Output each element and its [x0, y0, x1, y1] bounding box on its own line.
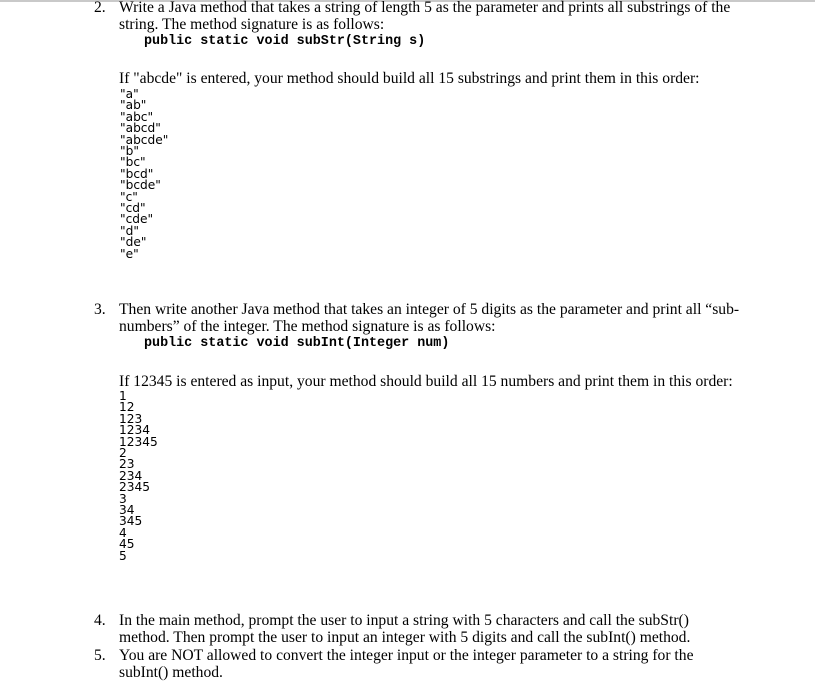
output-line: "cd" — [120, 201, 146, 216]
item-text-line: numbers” of the integer. The method signature is as follows: — [119, 318, 496, 335]
output-list — [119, 391, 158, 562]
output-line: 1 — [119, 389, 127, 403]
item-text-line: You are NOT allowed to convert the integer input or the integer parameter to a string for the — [119, 647, 694, 664]
output-line: "de" — [120, 235, 147, 250]
example-intro: If 12345 is entered as input, your method should build all 15 numbers and print them in this order: — [119, 373, 733, 390]
item-text-line: Write a Java method that takes a string of length 5 as the parameter and prints all substrings of the — [119, 0, 731, 16]
output-line: "abcd" — [120, 121, 161, 136]
output-line: 2 — [119, 446, 127, 461]
item-text-line: In the main method, prompt the user to input a string with 5 characters and call the subStr() — [119, 612, 689, 629]
item-text-line: Then write another Java method that takes an integer of 5 digits as the parameter and print all “sub- — [119, 301, 740, 318]
item-number: 3. — [94, 301, 106, 318]
item-number: 4. — [94, 612, 106, 629]
output-line: "d" — [120, 223, 139, 238]
output-line: 123 — [119, 411, 143, 426]
output-line: 23 — [119, 457, 135, 472]
method-signature: public static void subStr(String s) — [144, 34, 426, 49]
output-line: "c" — [120, 189, 138, 204]
item-text-line: string. The method signature is as follows: — [119, 16, 385, 33]
output-line: "bcd" — [120, 166, 154, 181]
output-line: 1234 — [119, 423, 151, 438]
item-text-line: subInt() method. — [119, 664, 223, 681]
example-intro: If "abcde" is entered, your method should build all 15 substrings and print them in this order: — [119, 70, 700, 87]
output-line: 2345 — [119, 480, 151, 495]
output-line: 3 — [119, 491, 127, 506]
output-line: 4 — [119, 525, 127, 540]
output-line: 12345 — [119, 434, 158, 449]
output-line: 34 — [119, 503, 135, 518]
output-line: "bc" — [120, 155, 146, 170]
output-line: 345 — [119, 514, 143, 529]
output-line: 234 — [119, 468, 143, 483]
item-text-line: method. Then prompt the user to input an integer with 5 digits and call the subInt() method. — [119, 629, 691, 646]
item-number: 5. — [94, 647, 106, 664]
output-line: "abcde" — [120, 132, 169, 147]
output-list — [120, 89, 168, 260]
output-line: "e" — [120, 246, 139, 261]
output-line: 12 — [119, 400, 135, 415]
output-line: "ab" — [120, 98, 147, 113]
item-number: 2. — [94, 0, 106, 16]
output-line: 5 — [119, 548, 127, 563]
output-line: 45 — [119, 537, 135, 552]
output-line: "a" — [120, 87, 139, 101]
output-line: "abc" — [120, 109, 154, 124]
method-signature: public static void subInt(Integer num) — [144, 336, 450, 351]
output-line: "b" — [120, 144, 139, 159]
output-line: "bcde" — [120, 178, 161, 193]
output-line: "cde" — [120, 212, 154, 227]
